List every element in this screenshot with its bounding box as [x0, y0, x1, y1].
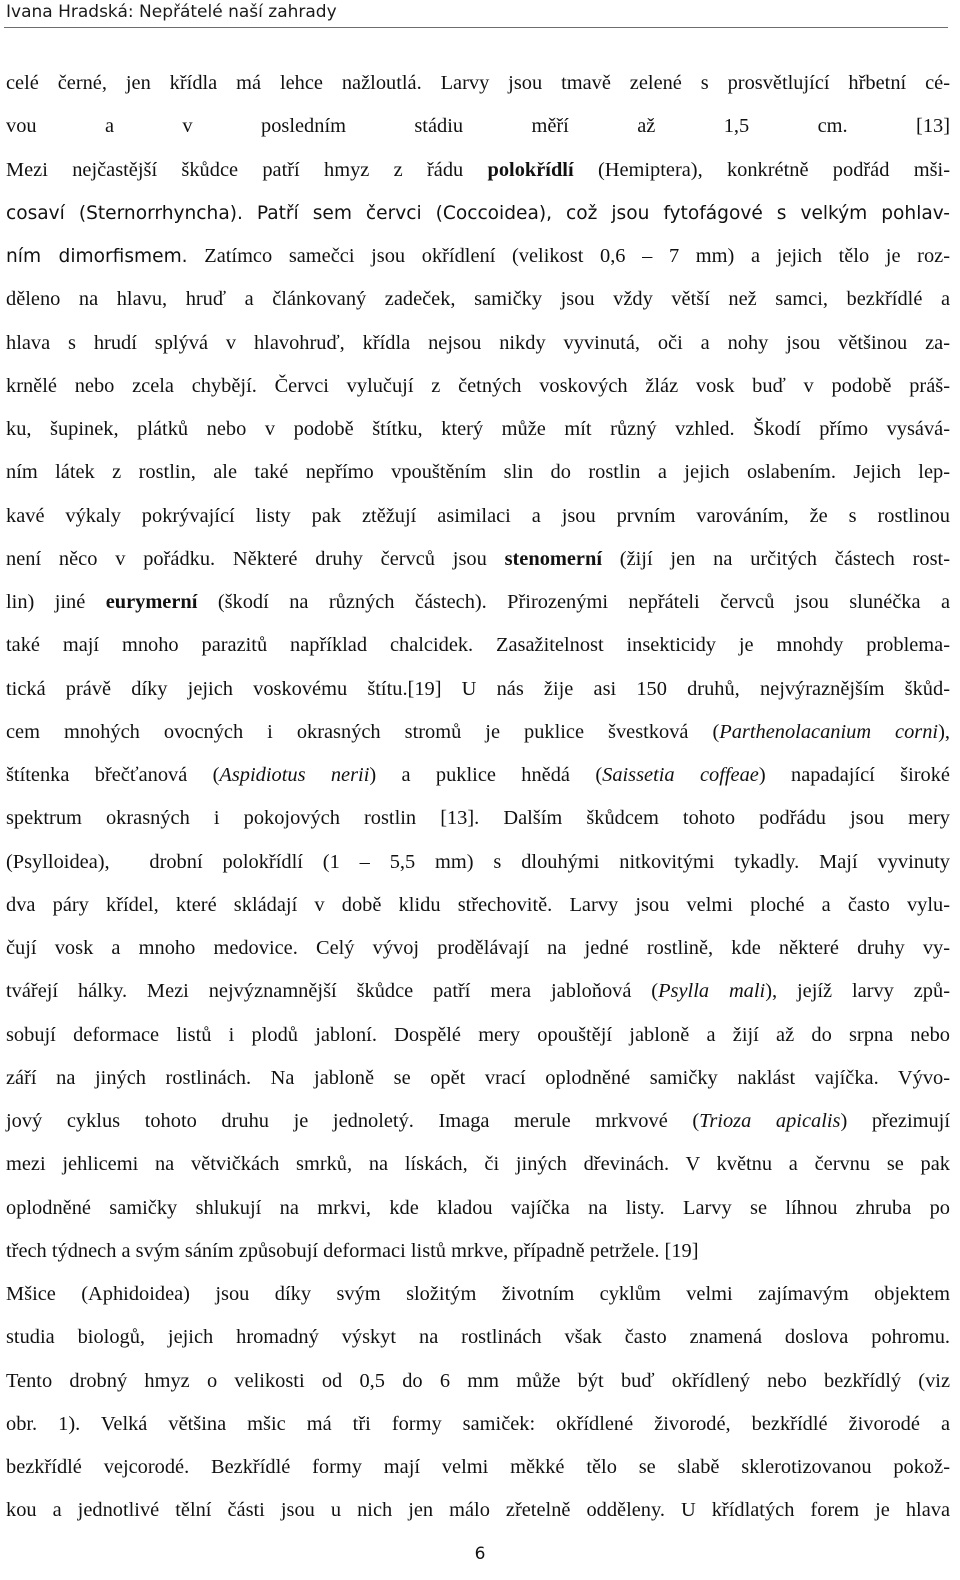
text-line	[6, 149, 950, 192]
text-line	[6, 451, 950, 494]
body-text	[6, 62, 950, 1533]
text-run: (žijí jen na určitých částech rost-	[601, 547, 950, 570]
text-run: ) a puklice hnědá (	[369, 764, 603, 786]
text-run: ),	[938, 720, 950, 743]
text-run: jový cyklus tohoto druhu je jednoletý. Imaga merule mrkvové (	[6, 1110, 700, 1132]
text-run: Mezi nejčastější škůdce patří hmyz z řádu	[6, 158, 488, 181]
text-line	[6, 1230, 950, 1273]
text-line	[6, 1100, 950, 1143]
text-run: třech týdnech a svým sáním způsobují deformaci listů mrkve, případně petržele. [19]	[6, 1239, 699, 1262]
text-line	[6, 1316, 950, 1359]
text-run: vou a v posledním stádiu měří až 1,5 cm. [13]	[6, 115, 950, 138]
text-run: tvářejí hálky. Mezi nejvýznamnější škůdce patří mera jabloňová (	[6, 980, 659, 1003]
text-line	[6, 62, 950, 105]
text-line	[6, 711, 950, 754]
text-line	[6, 797, 950, 840]
text-run: Tento drobný hmyz o velikosti od 0,5 do 6 mm může být buď okřídlený nebo bezkřídlý (viz	[6, 1369, 950, 1392]
text-line	[6, 1273, 950, 1316]
text-line	[6, 754, 950, 797]
bold-term: stenomerní	[504, 547, 602, 570]
text-line	[6, 841, 950, 884]
italic-latin-name: Saissetia coffeae	[602, 764, 759, 786]
text-line	[6, 1143, 950, 1186]
bold-term: eurymerní	[105, 591, 198, 613]
text-run: tická právě díky jejich voskovému štítu.[19] U nás žije asi 150 druhů, nejvýraznějším škůd-	[6, 677, 950, 700]
text-run: ním dimorfismem.	[6, 246, 188, 267]
text-run: (Hemiptera), konkrétně podřád mši-	[573, 158, 950, 181]
text-line	[6, 884, 950, 927]
text-run: ) napadající široké	[758, 764, 950, 786]
text-run: Zatímco samečci jsou okřídlení (velikost 0,6 – 7 mm) a jejich tělo je roz-	[187, 245, 950, 267]
text-line	[6, 1057, 950, 1100]
text-line	[6, 1360, 950, 1403]
text-line	[6, 235, 950, 278]
header-rule	[4, 27, 948, 28]
text-run: (Psylloidea), drobní polokřídlí (1 – 5,5 mm) s dlouhými nitkovitými tykadly. Mají vyvinuty	[6, 850, 950, 873]
text-line	[6, 668, 950, 711]
text-run: čují vosk a mnoho medovice. Celý vývoj prodělávají na jedné rostlině, kde některé druhy vy-	[6, 937, 950, 959]
text-line	[6, 365, 950, 408]
text-run: září na jiných rostlinách. Na jabloně se opět vrací oplodněné samičky naklást vajíčka. Vývo-	[6, 1066, 950, 1089]
text-line	[6, 1187, 950, 1230]
italic-latin-name: Parthenolacanium corni	[719, 720, 939, 743]
text-run: Mšice (Aphidoidea) jsou díky svým složitým životním cyklům velmi zajímavým objektem	[6, 1283, 950, 1305]
italic-latin-name: Trioza apicalis	[699, 1110, 841, 1132]
text-line	[6, 192, 950, 235]
text-run: kavé výkaly pokrývající listy pak ztěžují asimilaci a jsou prvním varováním, že s rostlinou	[6, 504, 950, 527]
text-run: cem mnohých ovocných i okrasných stromů je puklice švestková (	[6, 720, 720, 743]
text-line	[6, 1489, 950, 1532]
text-line	[6, 105, 950, 148]
text-run: ku, šupinek, plátků nebo v podobě štítku, který může mít různý vzhled. Škodí přímo vysává-	[6, 418, 950, 440]
text-line	[6, 278, 950, 321]
text-line	[6, 970, 950, 1013]
text-run: oplodněné samičky shlukují na mrkvi, kde kladou vajíčka na listy. Larvy se líhnou zhruba po	[6, 1196, 950, 1219]
text-run: spektrum okrasných i pokojových rostlin [13]. Dalším škůdcem tohoto podřádu jsou mery	[6, 807, 950, 830]
text-run: kou a jednotlivé tělní části jsou u nich jen málo zřetelně odděleny. U křídlatých forem je hlava	[6, 1499, 950, 1522]
text-line	[6, 1403, 950, 1446]
text-run: obr. 1). Velká většina mšic má tři formy samiček: okřídlené živorodé, bezkřídlé živorodé a	[6, 1412, 950, 1435]
text-run: cosaví (Sternorrhyncha). Patří sem červci (Coccoidea), což jsou fytofágové s velkým pohlav-	[6, 202, 950, 224]
text-run: hlava s hrudí splývá v hlavohruď, křídla nejsou nikdy vyvinutá, oči a nohy jsou většinou za-	[6, 331, 950, 354]
italic-latin-name: Aspidiotus nerii	[219, 764, 370, 786]
text-line	[6, 624, 950, 667]
text-line	[6, 581, 950, 624]
text-run: není něco v pořádku. Některé druhy červců jsou	[6, 547, 505, 570]
text-run: ním látek z rostlin, ale také nepřímo vpouštěním slin do rostlin a jejich oslabením. Jejich lep-	[6, 461, 950, 484]
text-run: (škodí na různých částech). Přirozenými nepřáteli červců jsou slunéčka a	[197, 591, 950, 613]
text-run: děleno na hlavu, hruď a článkovaný zadeček, samičky jsou vždy větší než samci, bezkřídlé a	[6, 288, 950, 311]
text-run: mezi jehlicemi na větvičkách smrků, na lískách, či jiných dřevinách. V květnu a červnu se pak	[6, 1153, 950, 1176]
bold-term: polokřídlí	[487, 158, 574, 181]
text-run: štítenka břečťanová (	[6, 764, 220, 786]
text-run: krnělé nebo zcela chybějí. Červci vylučují z četných voskových žláz vosk buď v podobě práš-	[6, 374, 950, 397]
text-run: ), jejíž larvy způ-	[765, 980, 950, 1003]
text-run: celé černé, jen křídla má lehce nažloutlá. Larvy jsou tmavě zelené s prosvětlující hřbetní cé-	[6, 72, 950, 94]
text-run: ) přezimují	[840, 1110, 951, 1132]
text-run: sobují deformace listů i plodů jabloní. Dospělé mery opouštějí jabloně a žijí až do srpna nebo	[6, 1023, 950, 1046]
text-run: studia biologů, jejich hromadný výskyt na rostlinách však často znamená doslova pohromu.	[6, 1326, 950, 1349]
text-run: také mají mnoho parazitů například chalcidek. Zasažitelnost insekticidy je mnohdy problema-	[6, 634, 950, 657]
text-line	[6, 538, 950, 581]
text-line	[6, 495, 950, 538]
text-line	[6, 408, 950, 451]
text-run: dva páry křídel, které skládají v době klidu střechovitě. Larvy jsou velmi ploché a často vylu-	[6, 893, 950, 916]
text-run: bezkřídlé vejcorodé. Bezkřídlé formy mají velmi měkké tělo se slabě sklerotizovanou pokož-	[6, 1456, 950, 1478]
text-run: lin) jiné	[6, 591, 106, 613]
text-line	[6, 927, 950, 970]
text-line	[6, 1446, 950, 1489]
text-line	[6, 322, 950, 365]
running-header: Ivana Hradská: Nepřátelé naší zahrady	[6, 2, 337, 22]
page-number: 6	[474, 1544, 486, 1564]
italic-latin-name: Psylla mali	[658, 980, 766, 1003]
text-line	[6, 1014, 950, 1057]
